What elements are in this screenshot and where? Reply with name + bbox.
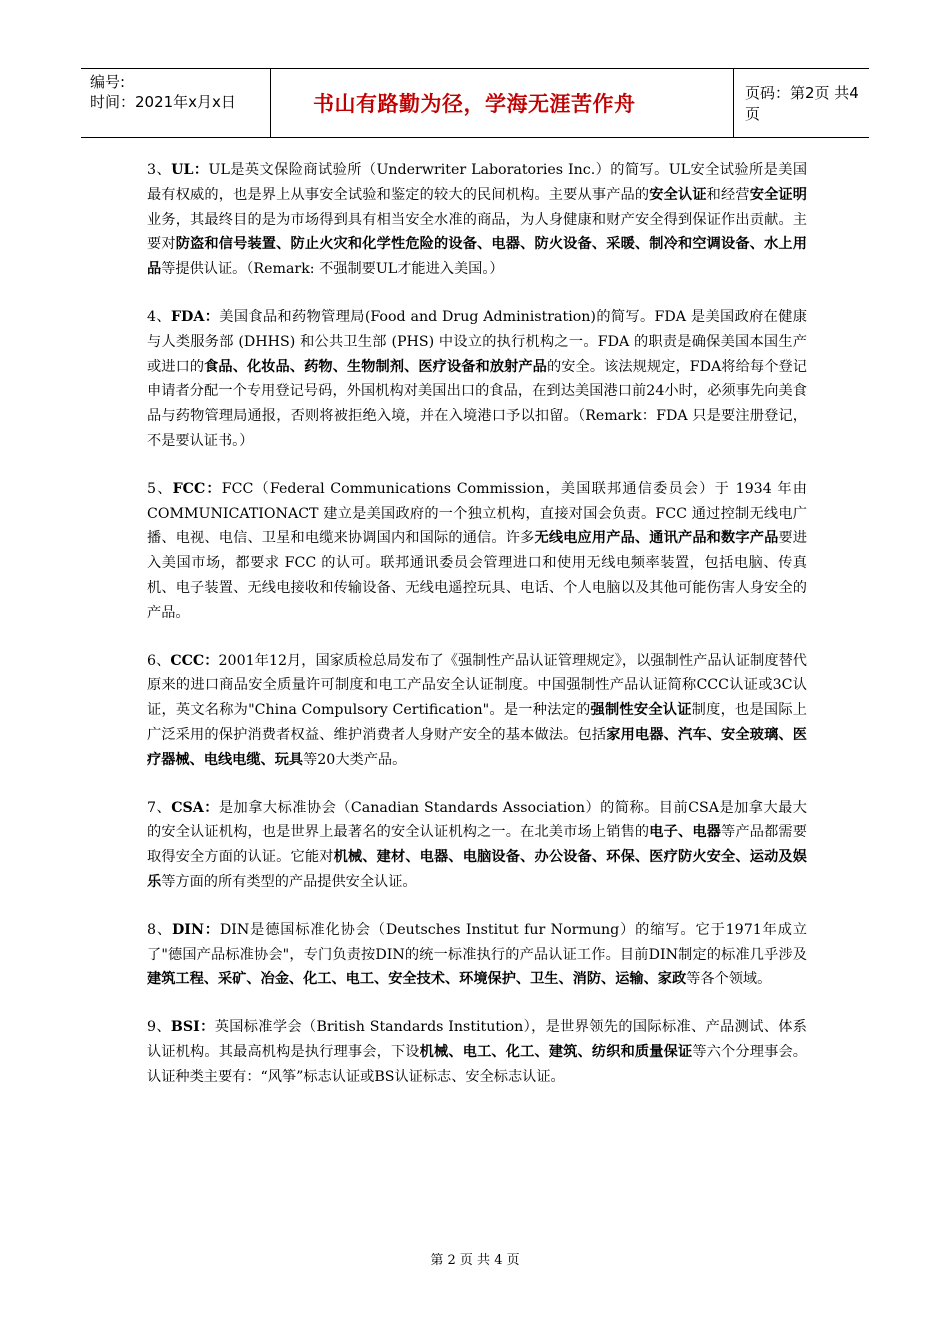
header-page-info: 页码：第2页 共4页 [745, 84, 859, 123]
bold-text-run: 安全认证 [649, 186, 707, 203]
paragraph-bsi [147, 1015, 807, 1089]
paragraph-ccc [147, 649, 807, 773]
text-run: 制度，也是国际上广泛采用的保护消费者权益、维护消费者人身财产安全的基本做法。包括 [147, 702, 807, 743]
text-run: 4、 [147, 308, 171, 325]
bold-text-run: 无线电应用产品、通讯产品和数字产品 [534, 530, 779, 547]
bold-text-run: 建筑工程、采矿、冶金、化工、电工、安全技术、环境保护、卫生、消防、运输、家政 [147, 971, 687, 988]
bold-text-run: 电子、电器 [649, 824, 722, 841]
bold-text-run: FCC： [172, 480, 222, 497]
paragraph-ul [147, 158, 807, 282]
text-run: 等六个分理事会。 认证种类主要有：“风筝”标志认证或BS认证标志、安全标志认证。 [147, 1043, 807, 1085]
bold-text-run: 食品、化妆品、药物、生物制剂、医疗设备和放射产品 [204, 358, 547, 375]
header-motto: 书山有路勤为径，学海无涯苦作舟 [271, 69, 734, 137]
document-body [147, 158, 807, 1113]
text-run: 的安全。该法规规定，FDA将给每个登记申请者分配一个专用登记号码，外国机构对美国出口的食品，在到达美国港口前24小时，必须事先向美食品与药物管理局通报，否则将被拒绝入境，并在入境港口予以扣留。（Remark：FDA 只是要注册登记，不是要认证书。） [147, 358, 807, 449]
bold-text-run: DIN： [172, 921, 220, 938]
text-run: 要进入美国市场，都要求 FCC 的认可。联邦通讯委员会管理进口和使用无线电频率装置，包括电脑、传真机、电子装置、无线电接收和传输设备、无线电遥控玩具、电话、个人电脑以及其他可能伤害人身安全的产品。 [147, 530, 807, 621]
bold-text-run: 家用电器、汽车、安全玻璃、医疗器械、电线电缆、玩具 [147, 726, 807, 768]
text-run: 等20大类产品。 [303, 751, 407, 768]
document-date: 时间：2021年x月x日 [90, 93, 236, 111]
document-number-label: 编号: [90, 73, 126, 91]
text-run: 3、 [147, 162, 172, 178]
paragraph-csa [147, 796, 807, 895]
bold-text-run: CCC： [170, 652, 219, 669]
bold-text-run: UL： [171, 162, 209, 178]
text-run: 等产品都需要取得安全方面的认证。它能对 [147, 824, 807, 866]
bold-text-run: BSI： [170, 1019, 215, 1036]
paragraph-fcc [147, 477, 807, 626]
text-run: FCC（Federal Communications Commission，美国联邦通信委员会）于 1934 年由COMMUNICATIONACT 建立是美国政府的一个独立机构，直接对国会负责。FCC 通过控制无线电广播、电视、电信、卫星和电缆来协调国内和国际的通信。许多 [147, 480, 807, 547]
bold-text-run: FDA： [170, 308, 220, 325]
page-footer: 第 2 页 共 4 页 [430, 1253, 520, 1268]
bold-text-run: 安全证明 [749, 186, 807, 203]
text-run: 9、 [147, 1019, 171, 1036]
header-meta [81, 69, 271, 137]
text-run: 美国食品和药物管理局(Food and Drug Administration)的简写。FDA 是美国政府在健康与人类服务部 (DHHS) 和公共卫生部 (PHS) 中设立的执行机构之一。FDA 的职责是确保美国本国生产或进口的 [147, 308, 807, 375]
text-run: 6、 [147, 652, 171, 669]
text-run: 等方面的所有类型的产品提供安全认证。 [161, 873, 417, 890]
text-run: 等各个领域。 [686, 971, 772, 988]
text-run: 2001年12月，国家质检总局发布了《强制性产品认证管理规定》，以强制性产品认证制度替代原来的进口商品安全质量许可制度和电工产品安全认证制度。中国强制性产品认证简称CCC认证或3C认证，英文名称为"China Compulsory Certification"。是一种法定的 [147, 652, 807, 719]
text-run: 是加拿大标准协会（Canadian Standards Association）的简称。目前CSA是加拿大最大的安全认证机构，也是世界上最著名的安全认证机构之一。在北美市场上销售的 [147, 799, 807, 841]
bold-text-run: 强制性安全认证 [590, 702, 692, 719]
text-run: 英国标准学会（British Standards Institution），是世界领先的国际标准、产品测试、体系认证机构。其最高机构是执行理事会，下设 [147, 1019, 807, 1060]
header-table [81, 68, 869, 138]
bold-text-run: 防盗和信号装置、防止火灾和化学性危险的设备、电器、防火设备、采暖、制冷和空调设备、水上用品 [147, 236, 807, 278]
text-run: 等提供认证。（Remark: 不强制要UL才能进入美国。） [161, 261, 504, 278]
text-run: UL是英文保险商试验所（Underwriter Laboratories Inc.）的简写。UL安全试验所是美国最有权威的，也是界上从事安全试验和鉴定的较大的民间机构。主要从事产品的 [147, 162, 808, 203]
bold-text-run: 机械、建材、电器、电脑设备、办公设备、环保、医疗防火安全、运动及娱乐 [147, 849, 807, 890]
text-run: DIN是德国标准化协会（Deutsches Institut fur Normung）的缩写。它于1971年成立了"德国产品标准协会"，专门负责按DIN的统一标准执行的产品认证工作。目前DIN制定的标准几乎涉及 [147, 921, 807, 963]
bold-text-run: CSA： [171, 799, 219, 816]
paragraph-fda [147, 305, 807, 454]
paragraph-din [147, 918, 807, 992]
text-run: 和经营 [706, 186, 750, 203]
text-run: 业务，其最终目的是为市场得到具有相当安全水准的商品，为人身健康和财产安全得到保证作出贡献。主要对 [147, 211, 807, 253]
text-run: 7、 [147, 799, 172, 816]
bold-text-run: 机械、电工、化工、建筑、纺织和质量保证 [419, 1043, 693, 1060]
text-run: 8、 [147, 921, 172, 938]
text-run: 5、 [147, 480, 173, 497]
